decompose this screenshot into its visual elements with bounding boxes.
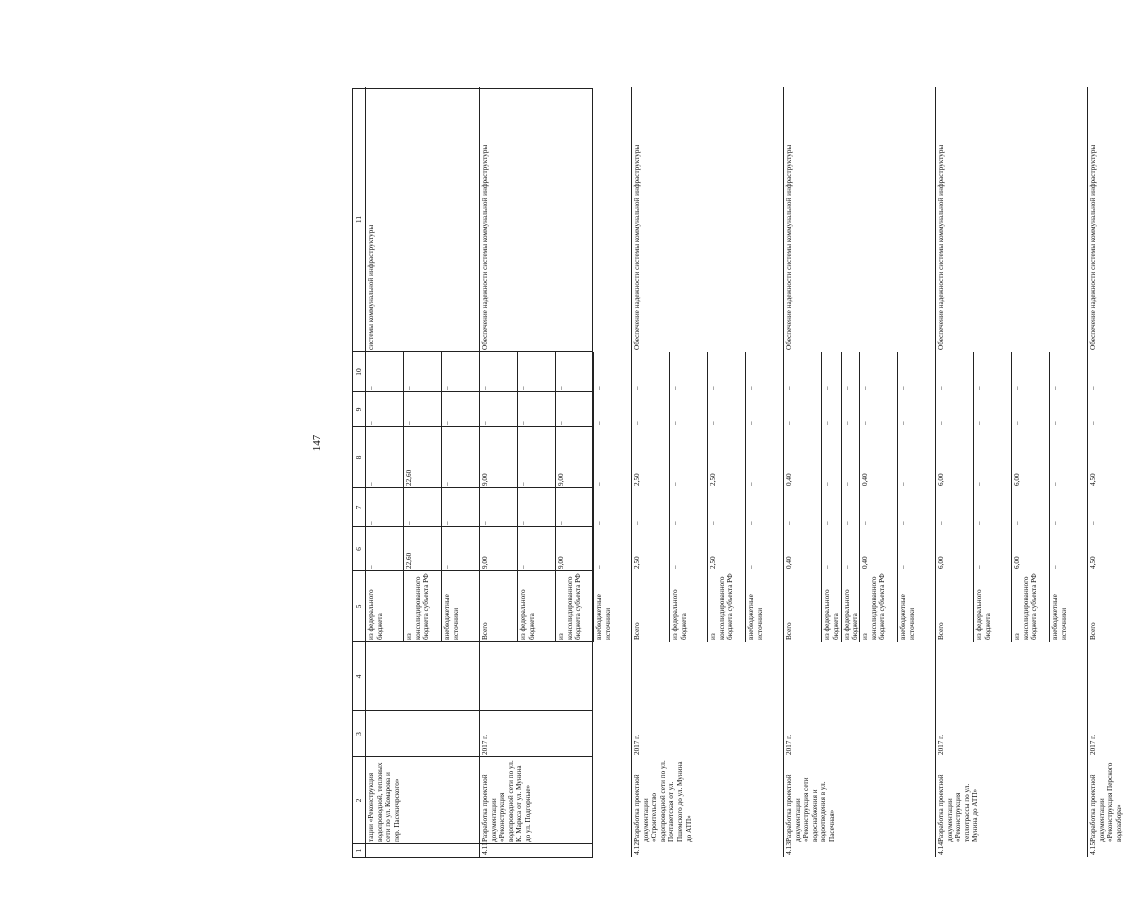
value-v6: – bbox=[747, 565, 755, 569]
value-v9: – bbox=[481, 421, 489, 425]
activity-year: 2017 г. bbox=[785, 734, 793, 755]
value-v8: – bbox=[367, 482, 375, 486]
value-v7: – bbox=[937, 521, 945, 525]
value-v7: – bbox=[785, 521, 793, 525]
value-v10: – bbox=[1089, 386, 1097, 390]
row-number: 4.14 bbox=[936, 841, 945, 855]
value-v10: – bbox=[519, 386, 527, 390]
value-v6: 22,60 bbox=[405, 552, 413, 569]
value-v9: – bbox=[367, 421, 375, 425]
value-v7: – bbox=[842, 521, 851, 525]
value-v10: – bbox=[557, 386, 565, 390]
funding-source: из федерального бюджета bbox=[842, 589, 860, 640]
value-v10: – bbox=[842, 386, 851, 390]
value-v8: 0,40 bbox=[861, 473, 869, 486]
activity-year bbox=[367, 713, 478, 755]
subrow-divider bbox=[897, 352, 898, 642]
value-v6: 0,40 bbox=[785, 556, 793, 569]
value-v10: – bbox=[595, 386, 603, 390]
value-v10: – bbox=[481, 386, 489, 390]
row-divider bbox=[479, 87, 480, 857]
funding-source: Всего bbox=[633, 622, 641, 640]
subrow-divider bbox=[821, 352, 822, 642]
funding-source: Всего bbox=[481, 622, 489, 640]
value-v8: 0,40 bbox=[785, 473, 793, 486]
activity-year: 2017 г. bbox=[481, 734, 489, 755]
value-v9: – bbox=[519, 421, 527, 425]
row-number: 4.15 bbox=[1088, 841, 1097, 855]
value-v8: – bbox=[519, 482, 527, 486]
value-v6: 2,50 bbox=[709, 556, 717, 569]
activity-year: 2017 г. bbox=[633, 734, 641, 755]
value-v8: – bbox=[671, 482, 679, 486]
value-v10: – bbox=[823, 386, 831, 390]
funding-source: из федерального бюджета bbox=[975, 589, 992, 640]
value-v9: – bbox=[405, 421, 413, 425]
funding-source: из федерального бюджета bbox=[823, 589, 840, 640]
column-divider bbox=[353, 710, 592, 711]
row-divider bbox=[783, 87, 784, 857]
row-divider bbox=[1087, 87, 1088, 857]
value-v8: – bbox=[975, 482, 983, 486]
subrow-divider bbox=[745, 352, 746, 642]
value-v10: – bbox=[747, 386, 755, 390]
value-v6: – bbox=[899, 565, 907, 569]
value-v6: 9,00 bbox=[481, 556, 489, 569]
subrow-divider bbox=[403, 352, 404, 642]
header-col-4: 4 bbox=[354, 674, 363, 679]
value-v8: – bbox=[595, 482, 603, 486]
funding-source: внебюджетные источники bbox=[443, 594, 460, 640]
value-v7: – bbox=[975, 521, 983, 525]
value-v6: 4,50 bbox=[1089, 556, 1097, 569]
header-col-8: 8 bbox=[354, 455, 363, 460]
activity-year: 2017 г. bbox=[1089, 734, 1097, 755]
value-v8: – bbox=[443, 482, 451, 486]
col4-cell bbox=[633, 644, 782, 709]
column-divider bbox=[353, 426, 592, 427]
funding-source: Всего bbox=[785, 622, 793, 640]
activity-name: Разработка проектной документации «Реконструкция сети водоснабжения и водоотведения в ул. Пасечная» bbox=[785, 774, 836, 842]
value-v10: – bbox=[1051, 386, 1059, 390]
subrow-divider bbox=[517, 352, 518, 642]
value-v10: – bbox=[671, 386, 679, 390]
funding-source: из федерального бюджета bbox=[367, 589, 384, 640]
value-v7: – bbox=[1051, 521, 1059, 525]
activity-name: Разработка проектной документации «Реконструкция теплотрассы по ул. Мунина до АТП» bbox=[937, 774, 980, 842]
subrow-divider bbox=[841, 352, 842, 642]
row-number: 4.12 bbox=[632, 841, 641, 855]
subrow-divider bbox=[555, 352, 556, 642]
value-v8: – bbox=[1051, 482, 1059, 486]
value-v6: – bbox=[367, 565, 375, 569]
activity-goal: Обеспечение надежности системы коммунальной инфраструктуры bbox=[1089, 144, 1097, 350]
row-number bbox=[367, 846, 478, 855]
funding-source: из консолидированного бюджета субъекта РФ bbox=[1013, 573, 1039, 640]
row-divider bbox=[631, 87, 632, 857]
funding-source: внебюджетные источники bbox=[595, 594, 612, 640]
subrow-divider bbox=[669, 352, 670, 642]
value-v10: – bbox=[861, 386, 869, 390]
value-v7: – bbox=[671, 521, 679, 525]
value-v7: – bbox=[1089, 521, 1097, 525]
value-v9: – bbox=[709, 421, 717, 425]
value-v8: 6,00 bbox=[1013, 473, 1021, 486]
value-v10: – bbox=[785, 386, 793, 390]
value-v8: 9,00 bbox=[557, 473, 565, 486]
value-v10: – bbox=[367, 386, 375, 390]
value-v7: – bbox=[595, 521, 603, 525]
column-divider bbox=[353, 756, 592, 757]
row-number: 4.11 bbox=[480, 842, 489, 855]
value-v8: – bbox=[823, 482, 831, 486]
value-v10: – bbox=[975, 386, 983, 390]
column-divider bbox=[353, 351, 592, 352]
value-v9: – bbox=[899, 421, 907, 425]
column-divider bbox=[353, 487, 592, 488]
subrow-divider bbox=[1049, 352, 1050, 642]
value-v9: – bbox=[633, 421, 641, 425]
value-v6: – bbox=[975, 565, 983, 569]
header-col-10: 10 bbox=[354, 368, 363, 376]
value-v7: – bbox=[367, 521, 375, 525]
value-v10: – bbox=[405, 386, 413, 390]
header-col-6: 6 bbox=[354, 547, 363, 551]
value-v6: – bbox=[443, 565, 451, 569]
col4-cell bbox=[785, 644, 934, 709]
value-v9: – bbox=[595, 421, 603, 425]
funding-source: из федерального бюджета bbox=[519, 589, 536, 640]
subrow-divider bbox=[593, 352, 594, 642]
value-v10: – bbox=[937, 386, 945, 390]
value-v10: – bbox=[709, 386, 717, 390]
funding-source: из федерального бюджета bbox=[671, 589, 688, 640]
header-col-5: 5 bbox=[354, 604, 363, 609]
activity-goal: системы коммунальной инфраструктуры bbox=[367, 224, 375, 350]
value-v7: – bbox=[747, 521, 755, 525]
funding-source: из консолидированного бюджета субъекта РФ bbox=[861, 573, 887, 640]
col4-cell bbox=[937, 644, 1086, 709]
value-v7: – bbox=[823, 521, 831, 525]
value-v6: 6,00 bbox=[937, 556, 945, 569]
column-divider bbox=[353, 526, 592, 527]
value-v6: – bbox=[671, 565, 679, 569]
value-v9: – bbox=[937, 421, 945, 425]
page-number: 147 bbox=[311, 434, 323, 452]
subrow-divider bbox=[441, 352, 442, 642]
column-divider bbox=[353, 570, 592, 571]
value-v7: – bbox=[633, 521, 641, 525]
column-divider bbox=[353, 391, 592, 392]
header-col-9: 9 bbox=[354, 407, 363, 412]
activity-name: Разработка проектной документации «Реконструкция Перского водозабора» bbox=[1089, 762, 1123, 842]
col4-cell bbox=[367, 644, 478, 709]
value-v9: – bbox=[443, 421, 451, 425]
value-v10: – bbox=[1013, 386, 1021, 390]
value-v8: 2,50 bbox=[709, 473, 717, 486]
value-v6: 2,50 bbox=[633, 556, 641, 569]
value-v6: 9,00 bbox=[557, 556, 565, 569]
subrow-divider bbox=[1011, 352, 1012, 642]
funding-source: из консолидированного бюджета субъекта РФ bbox=[405, 573, 431, 640]
value-v9: – bbox=[671, 421, 679, 425]
activity-goal: Обеспечение надежности системы коммунальной инфраструктуры bbox=[937, 144, 945, 350]
value-v9: – bbox=[557, 421, 565, 425]
value-v8: – bbox=[842, 482, 851, 486]
row-divider bbox=[935, 87, 936, 857]
value-v8: 2,50 bbox=[633, 473, 641, 486]
header-col-11: 11 bbox=[354, 215, 363, 224]
value-v10: – bbox=[633, 386, 641, 390]
value-v6: – bbox=[595, 565, 603, 569]
value-v7: – bbox=[519, 521, 527, 525]
value-v8: – bbox=[747, 482, 755, 486]
funding-source: из консолидированного бюджета субъекта РФ bbox=[709, 573, 735, 640]
activity-goal: Обеспечение надежности системы коммунальной инфраструктуры bbox=[785, 144, 793, 350]
value-v7: – bbox=[557, 521, 565, 525]
value-v7: – bbox=[1013, 521, 1021, 525]
activity-goal: Обеспечение надежности системы коммунальной инфраструктуры bbox=[481, 144, 489, 350]
activity-name: Разработка проектной документации «Реконструкция водопроводной сети по ул. К. Маркса от ул. Мунина до ул. Подгорные» bbox=[481, 760, 532, 842]
funding-source: из консолидированного бюджета субъекта РФ bbox=[557, 573, 583, 640]
value-v7: – bbox=[861, 521, 869, 525]
value-v9: – bbox=[842, 421, 851, 425]
value-v7: – bbox=[899, 521, 907, 525]
value-v7: – bbox=[481, 521, 489, 525]
funding-source: внебюджетные источники bbox=[747, 594, 764, 640]
column-divider bbox=[353, 641, 592, 642]
col4-cell bbox=[481, 644, 630, 709]
value-v8: – bbox=[899, 482, 907, 486]
value-v9: – bbox=[823, 421, 831, 425]
value-v7: – bbox=[709, 521, 717, 525]
value-v6: – bbox=[519, 565, 527, 569]
value-v9: – bbox=[747, 421, 755, 425]
value-v9: – bbox=[861, 421, 869, 425]
header-divider bbox=[365, 87, 366, 857]
value-v9: – bbox=[785, 421, 793, 425]
subrow-divider bbox=[707, 352, 708, 642]
subrow-divider bbox=[973, 352, 974, 642]
value-v10: – bbox=[899, 386, 907, 390]
value-v9: – bbox=[1051, 421, 1059, 425]
activity-name: тации «Реконструкция водопроводной, тепловых сети по ул. Комарова и пер. Пасекичрского» bbox=[367, 762, 401, 842]
funding-source: Всего bbox=[1089, 622, 1097, 640]
value-v8: 9,00 bbox=[481, 473, 489, 486]
value-v6: – bbox=[1051, 565, 1059, 569]
value-v6: 0,40 bbox=[861, 556, 869, 569]
header-col-3: 3 bbox=[354, 732, 363, 736]
value-v7: – bbox=[443, 521, 451, 525]
activity-year: 2017 г. bbox=[937, 734, 945, 755]
value-v6: – bbox=[842, 565, 851, 569]
value-v9: – bbox=[1089, 421, 1097, 425]
value-v6: 6,00 bbox=[1013, 556, 1021, 569]
value-v8: 4,50 bbox=[1089, 473, 1097, 486]
value-v9: – bbox=[1013, 421, 1021, 425]
row-number: 4.13 bbox=[784, 841, 793, 855]
value-v8: 22,60 bbox=[405, 469, 413, 486]
funding-source: внебюджетные источники bbox=[899, 594, 916, 640]
value-v9: – bbox=[975, 421, 983, 425]
value-v6: – bbox=[823, 565, 831, 569]
funding-source: внебюджетные источники bbox=[1051, 594, 1068, 640]
header-col-1: 1 bbox=[354, 848, 363, 853]
value-v10: – bbox=[443, 386, 451, 390]
activity-goal: Обеспечение надежности системы коммунальной инфраструктуры bbox=[633, 144, 641, 350]
value-v8: 6,00 bbox=[937, 473, 945, 486]
value-v7: – bbox=[405, 521, 413, 525]
program-table bbox=[352, 88, 1123, 858]
header-col-2: 2 bbox=[354, 798, 363, 803]
funding-source: Всего bbox=[937, 622, 945, 640]
header-col-7: 7 bbox=[354, 505, 363, 510]
column-divider bbox=[353, 843, 592, 844]
activity-name: Разработка проектной документации «Строительство водопроводной сети по ул. Почтаветская от ул. Пшемского до ул. Мунина до АТП» bbox=[633, 760, 693, 842]
